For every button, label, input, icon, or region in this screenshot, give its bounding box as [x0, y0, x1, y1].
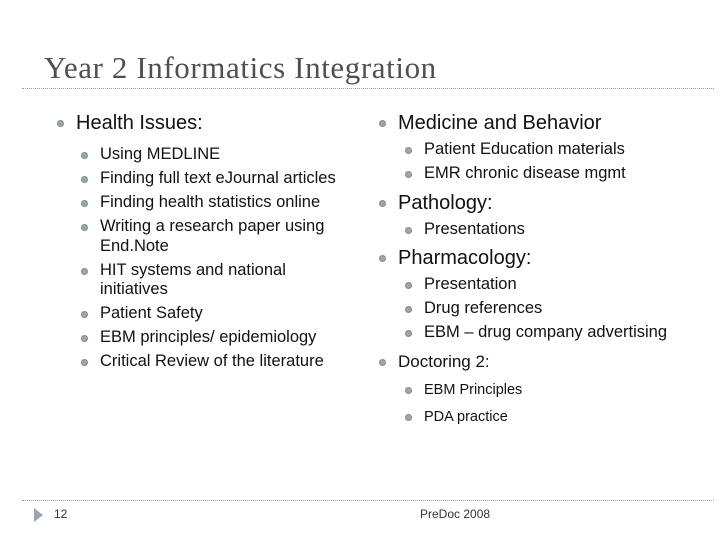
bullet-icon: [81, 152, 88, 159]
list-item-label: Critical Review of the literature: [100, 352, 324, 370]
health-issues-list: [80, 145, 356, 372]
bullet-pharmacology: [378, 245, 708, 343]
bullet-health-issues: [56, 110, 356, 372]
bullet-icon: [81, 311, 88, 318]
list-item: [404, 299, 708, 319]
bullet-pathology: [378, 190, 708, 240]
left-column: [56, 110, 356, 376]
bullet-icon: [405, 282, 412, 289]
list-item-label: PDA practice: [424, 408, 508, 425]
bullet-medicine-behavior: [378, 110, 708, 184]
bullet-label: Pharmacology:: [398, 247, 532, 269]
bullet-label: Pathology:: [398, 191, 493, 214]
list-item-label: Drug references: [424, 299, 543, 317]
list-item-label: EBM – drug company advertising: [424, 323, 668, 341]
bullet-icon: [405, 171, 412, 178]
triangle-icon: [34, 508, 43, 522]
list-item: [404, 408, 708, 426]
bullet-icon: [57, 120, 64, 127]
bullet-doctoring-2: [378, 349, 708, 426]
bullet-icon: [379, 359, 386, 366]
pathology-list: [404, 220, 708, 240]
bullet-icon: [405, 227, 412, 234]
bullet-icon: [81, 359, 88, 366]
bullet-icon: [81, 224, 88, 231]
list-item: [80, 193, 356, 213]
bullet-label: Doctoring 2:: [398, 351, 490, 371]
list-item: [404, 140, 708, 160]
right-column: [378, 110, 708, 435]
bullet-label: Health Issues:: [76, 112, 203, 134]
list-item: [80, 217, 356, 256]
list-item: [404, 275, 708, 295]
bullet-icon: [405, 414, 412, 421]
list-item-label: Using MEDLINE: [100, 145, 221, 163]
bullet-icon: [405, 330, 412, 337]
footer-divider: [22, 500, 714, 501]
list-item-label: Writing a research paper using End.Note: [100, 217, 325, 255]
list-item-label: Presentation: [424, 275, 517, 293]
list-item: [80, 328, 356, 348]
slide-title: Year 2 Informatics Integration: [44, 50, 437, 85]
list-item-label: Patient Safety: [100, 304, 203, 322]
doctoring-2-list: [404, 381, 708, 426]
footer-label: PreDoc 2008: [420, 507, 491, 521]
list-item: [80, 169, 356, 189]
pharmacology-list: [404, 275, 708, 343]
bullet-icon: [379, 255, 386, 262]
bullet-icon: [81, 200, 88, 207]
list-item: [404, 164, 708, 184]
list-item: [404, 323, 708, 343]
list-item: [80, 304, 356, 324]
list-item-label: Finding full text eJournal articles: [100, 169, 336, 187]
bullet-label: Medicine and Behavior: [398, 112, 602, 134]
list-item-label: Finding health statistics online: [100, 193, 321, 211]
list-item: [80, 261, 356, 300]
title-divider: [22, 88, 714, 89]
list-item: [80, 145, 356, 165]
medicine-behavior-list: [404, 140, 708, 184]
bullet-icon: [379, 120, 386, 127]
list-item: [404, 381, 708, 399]
list-item: [404, 220, 708, 240]
bullet-icon: [405, 306, 412, 313]
list-item-label: EMR chronic disease mgmt: [424, 164, 626, 182]
bullet-icon: [405, 387, 412, 394]
bullet-icon: [81, 335, 88, 342]
bullet-icon: [405, 147, 412, 154]
bullet-icon: [81, 268, 88, 275]
bullet-icon: [81, 176, 88, 183]
list-item-label: Presentations: [424, 219, 525, 238]
list-item-label: EBM principles/ epidemiology: [100, 328, 317, 346]
page-number: 12: [54, 507, 68, 521]
list-item-label: Patient Education materials: [424, 140, 625, 158]
bullet-icon: [379, 200, 386, 207]
list-item-label: EBM Principles: [424, 381, 523, 398]
list-item: [80, 352, 356, 372]
list-item-label: HIT systems and national initiatives: [100, 260, 286, 298]
